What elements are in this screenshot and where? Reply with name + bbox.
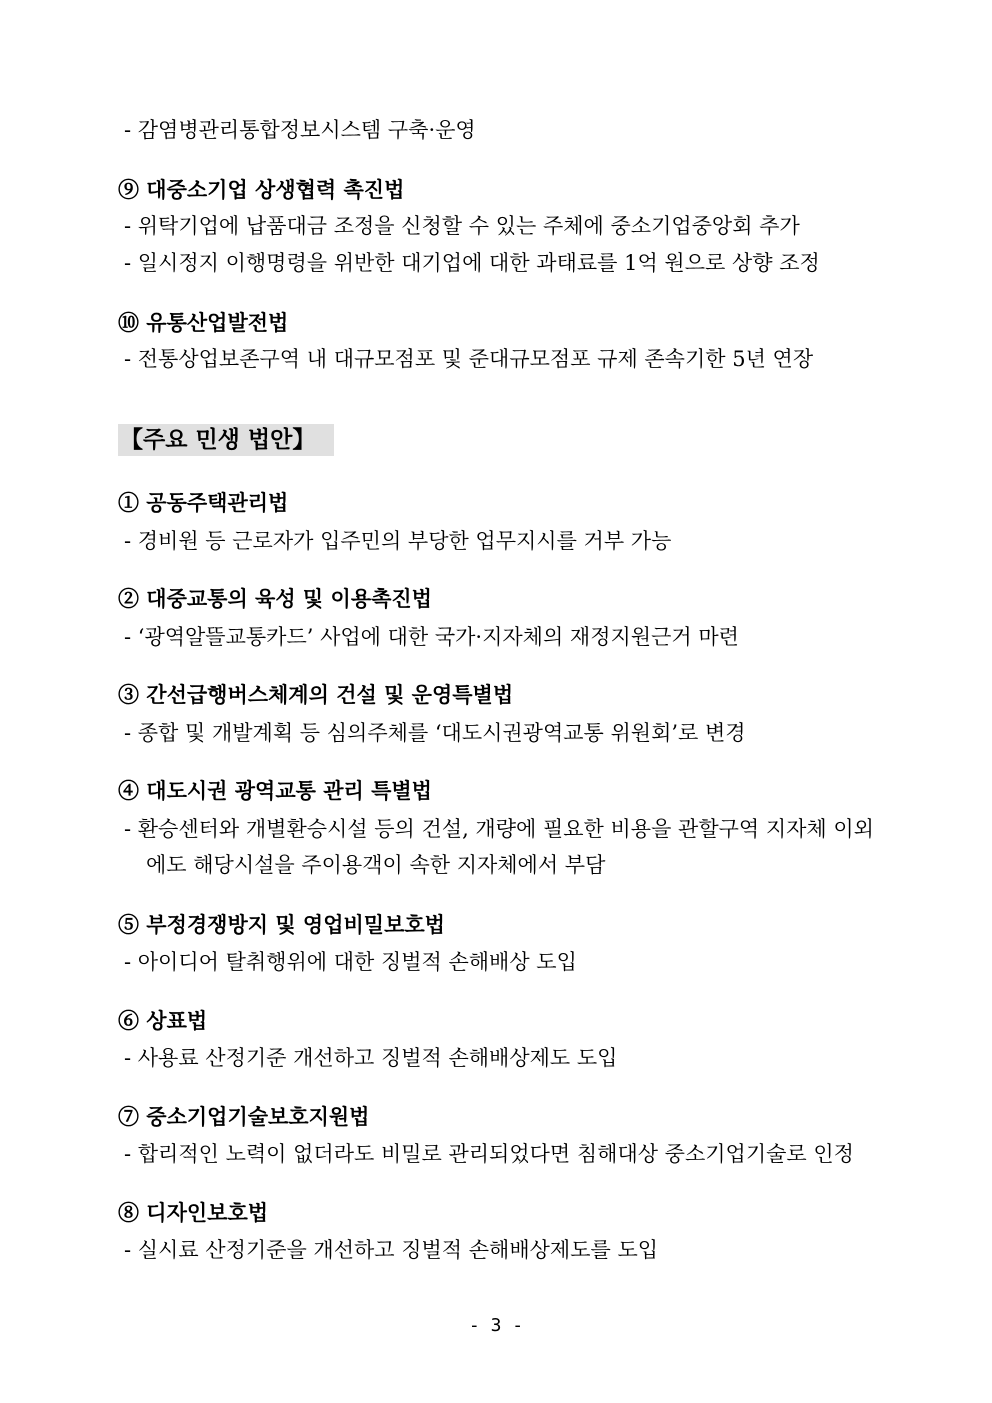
item-heading-1: ① 공동주택관리법 — [118, 490, 289, 515]
item-heading-4: ④ 대도시권 광역교통 관리 특별법 — [118, 778, 432, 803]
item-heading-6: ⑥ 상표법 — [118, 1008, 208, 1033]
item-7-bullet: - 합리적인 노력이 없더라도 비밀로 관리되었다면 침해대상 중소기업기술로 인정 — [124, 1142, 854, 1166]
item-4-bullet: - 환승센터와 개별환승시설 등의 건설, 개량에 필요한 비용을 관할구역 지자체 이외 — [124, 817, 874, 841]
item-3-bullet: - 종합 및 개발계획 등 심의주체를 ‘대도시권광역교통 위원회’로 변경 — [124, 721, 746, 745]
page-number: - 3 - — [468, 1315, 524, 1336]
item-heading-8: ⑧ 디자인보호법 — [118, 1200, 269, 1225]
law-10-bullet-1: - 전통상업보존구역 내 대규모점포 및 준대규모점포 규제 존속기한 5년 연장 — [124, 347, 814, 371]
law-9-bullet-1: - 위탁기업에 납품대금 조정을 신청할 수 있는 주체에 중소기업중앙회 추가 — [124, 214, 800, 238]
law-heading-9: ⑨ 대중소기업 상생협력 촉진법 — [118, 177, 405, 202]
item-4-bullet-continuation: 에도 해당시설을 주이용객이 속한 지자체에서 부담 — [146, 853, 606, 877]
law-9-bullet-2: - 일시정지 이행명령을 위반한 대기업에 대한 과태료를 1억 원으로 상향 조정 — [124, 251, 820, 275]
section-title-major-bills: 【주요 민생 법안】 — [118, 424, 334, 456]
item-8-bullet: - 실시료 산정기준을 개선하고 징벌적 손해배상제도를 도입 — [124, 1238, 659, 1262]
item-1-bullet: - 경비원 등 근로자가 입주민의 부당한 업무지시를 거부 가능 — [124, 529, 672, 553]
item-heading-5: ⑤ 부정경쟁방지 및 영업비밀보호법 — [118, 912, 445, 937]
law-heading-10: ⑩ 유통산업발전법 — [118, 310, 289, 335]
item-6-bullet: - 사용료 산정기준 개선하고 징벌적 손해배상제도 도입 — [124, 1046, 618, 1070]
item-2-bullet: - ‘광역알뜰교통카드’ 사업에 대한 국가·지자체의 재정지원근거 마련 — [124, 625, 739, 649]
bullet-infection-system: - 감염병관리통합정보시스템 구축·운영 — [124, 118, 476, 142]
item-heading-3: ③ 간선급행버스체계의 건설 및 운영특별법 — [118, 682, 514, 707]
item-heading-7: ⑦ 중소기업기술보호지원법 — [118, 1104, 370, 1129]
item-5-bullet: - 아이디어 탈취행위에 대한 징벌적 손해배상 도입 — [124, 950, 577, 974]
item-heading-2: ② 대중교통의 육성 및 이용촉진법 — [118, 586, 432, 611]
